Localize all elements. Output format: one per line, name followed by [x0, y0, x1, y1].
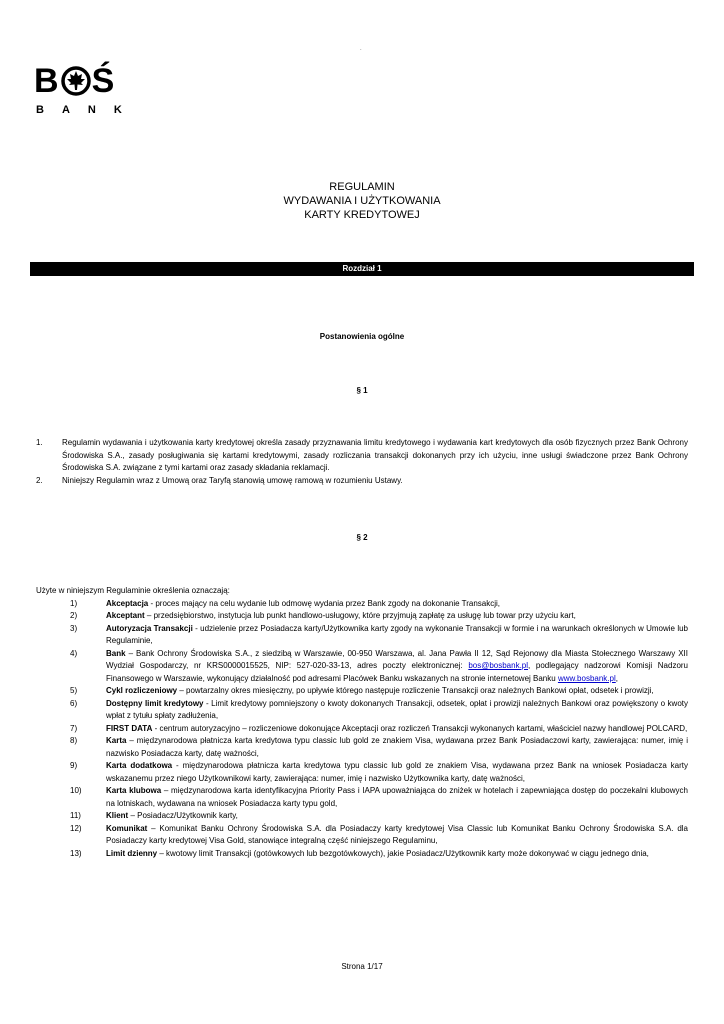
definition-term: Autoryzacja Transakcji — [106, 623, 193, 633]
definition-number: 6) — [70, 698, 78, 708]
definition-text: - proces mający na celu wydanie lub odmowę wydania przez Bank zgody na dokonanie Transakcji, — [148, 598, 500, 608]
title-line-3: KARTY KREDYTOWEJ — [304, 209, 420, 221]
definition-item — [36, 760, 688, 785]
email-link[interactable]: bos@bosbank.pl — [468, 661, 529, 670]
definition-text-end: , — [615, 673, 618, 683]
list-item-text: Regulamin wydawania i użytkowania karty kredytowej określa zasady przyznawania limitu kredytowego i wydawania kart kredytowych dla osób fizycznych przez Bank Ochrony Środowiska S.A., zasady posługiwania się kartami kredytowymi, zasady rozliczania transakcji dokonanych przy ich użyciu, inne usługi świadczone przez Bank Ochrony Środowiska S.A. związane z tymi kartami oraz zasady składania reklamacji. — [62, 438, 688, 472]
definition-term: FIRST DATA — [106, 723, 153, 733]
definition-item — [36, 785, 688, 810]
definition-number: 2) — [70, 611, 78, 620]
list-item-text: Niniejszy Regulamin wraz z Umową oraz Taryfą stanowią umowę ramową w rozumieniu Ustawy. — [62, 475, 403, 485]
logo-letter-b: B — [34, 62, 60, 100]
definition-text: – powtarzalny okres miesięczny, po upływie którego następuje rozliczenie Transakcji oraz należnych Bankowi opłat, odsetek i prowizji, — [177, 686, 654, 695]
definition-number: 7) — [70, 723, 78, 733]
definitions-section — [36, 585, 688, 860]
title-line-1: REGULAMIN — [329, 181, 395, 193]
paragraph-1-list — [36, 437, 688, 487]
definition-term: Limit dzienny — [106, 848, 158, 858]
bos-bank-logo — [34, 62, 140, 124]
definition-term: Cykl rozliczeniowy — [106, 686, 178, 695]
definition-number: 8) — [70, 736, 78, 745]
definition-item — [36, 598, 688, 611]
list-item-number: 2. — [36, 475, 43, 485]
section-title: Postanowienia ogólne — [319, 332, 405, 341]
document-title — [0, 180, 724, 222]
list-item-number: 1. — [36, 438, 43, 447]
definition-text: - udzielenie przez Posiadacza karty/Użytkownika karty zgody na wykonanie Transakcji w formie i na warunkach określonych w Umowie lub Regulaminie, — [106, 623, 688, 645]
definition-number: 10) — [70, 786, 82, 795]
definition-item — [36, 723, 688, 736]
definition-item — [36, 685, 688, 698]
paragraph-2-heading: § 2 — [356, 533, 368, 542]
page-number: Strona 1/17 — [341, 962, 383, 971]
definition-text: – Komunikat Banku Ochrony Środowiska S.A. dla Posiadaczy karty kredytowej Visa Classic lub Komunikat Banku Ochrony Środowiska S.A. dla Posiadaczy karty kredytowej Visa Gold, stanowiące integralną część niniejszego Regulaminu, — [106, 823, 688, 845]
definition-term: Karta dodatkowa — [106, 761, 173, 770]
definition-term: Klient — [106, 811, 129, 820]
logo-letter-s: Ś — [91, 62, 116, 100]
definition-item — [36, 848, 688, 861]
logo-bank-text: BANK — [36, 104, 140, 116]
definition-item — [36, 610, 688, 623]
definition-number: 9) — [70, 761, 78, 770]
definition-text: – Posiadacz/Użytkownik karty, — [128, 811, 238, 820]
definition-text: – przedsiębiorstwo, instytucja lub punkt handlowo-usługowy, które przyjmują zapłatę za usługę lub towar przy użyciu kart, — [144, 611, 576, 620]
definition-number: 12) — [70, 823, 82, 833]
definition-item — [36, 823, 688, 848]
definition-item — [36, 623, 688, 648]
title-line-2: WYDAWANIA I UŻYTKOWANIA — [283, 195, 441, 207]
definition-number: 5) — [70, 686, 78, 695]
definition-text: - Limit kredytowy pomniejszony o kwoty dokonanych Transakcji, odsetek, opłat i prowizji należnych Bankowi oraz powiększony o kwoty wpłat z tytułu spłaty zadłużenia, — [106, 698, 689, 720]
definition-number: 3) — [70, 623, 78, 633]
list-item — [36, 475, 688, 488]
definition-term: Dostępny limit kredytowy — [106, 698, 204, 708]
definition-text: – kwotowy limit Transakcji (gotówkowych lub bezgotówkowych), jakie Posiadacz/Użytkownik karty może dokonywać w ciągu jednego dnia, — [157, 848, 649, 858]
definition-term: Bank — [106, 648, 126, 658]
header-dot: . — [360, 46, 362, 52]
list-item — [36, 437, 688, 475]
definition-item — [36, 810, 688, 823]
definitions-intro: Użyte w niniejszym Regulaminie określenia oznaczają: — [36, 586, 230, 595]
definition-text: – Bank Ochrony Środowiska S.A., z siedzibą w Warszawie, 00-950 Warszawa, al. Jana Pawła II 12, Sąd Rejonowy dla Miasta Stołecznego Warszawy XII Wydział Gospodarczy, nr KRS0000015525, NIP: 527-020-33-13, adres poczty elektronicznej: — [106, 648, 688, 670]
definition-text: – międzynarodowa płatnicza karta kredytowa typu classic lub gold ze znakiem Visa, wydawana przez Bank Posiadaczowi karty, zawierająca: numer, imię i nazwisko Posiadacza karty, datę ważności, — [106, 736, 688, 758]
definition-item — [36, 698, 688, 723]
definition-number: 4) — [70, 648, 78, 658]
definition-term: Akceptacja — [106, 598, 149, 608]
definition-text: - centrum autoryzacyjno – rozliczeniowe dokonujące Akceptacji oraz rozliczeń Transakcji wykonanych kartami, właściciel nazwy handlowej POLCARD, — [152, 723, 688, 733]
definition-text-continued: , podlegający nadzorowi Komisji Nadzoru Finansowego w Warszawie, wykonujący działalność pod adresami Placówek Banku wskazanych na stronie internetowej Banku — [106, 661, 689, 683]
definition-number: 13) — [70, 848, 82, 858]
definition-term: Karta — [106, 736, 127, 745]
definition-number: 1) — [70, 598, 78, 608]
maple-leaf-icon — [61, 66, 91, 96]
paragraph-1-heading: § 1 — [356, 386, 368, 395]
definition-number: 11) — [70, 811, 81, 820]
definition-item — [36, 648, 688, 686]
website-link[interactable]: www.bosbank.pl — [557, 673, 616, 683]
definition-term: Karta klubowa — [106, 786, 162, 795]
definition-item — [36, 735, 688, 760]
definition-text: - międzynarodowa płatnicza karta kredytowa typu classic lub gold ze znakiem Visa, wydawana przez Bank na wniosek Posiadacza karty wskazanemu przez niego Użytkownikowi karty, zawierająca: numer, imię i nazwisko Użytkownika karty, datę ważności, — [106, 761, 688, 783]
definition-text: – międzynarodowa karta identyfikacyjna Priority Pass i IAPA upoważniająca do zniżek w hotelach i zapewniająca dostęp do poczekalni klubowych na lotniskach, wydawana na wniosek Posiadacza karty typu gold, — [106, 786, 688, 808]
chapter-bar: Rozdział 1 — [30, 262, 694, 276]
definition-term: Komunikat — [106, 823, 148, 833]
definition-term: Akceptant — [106, 611, 145, 620]
